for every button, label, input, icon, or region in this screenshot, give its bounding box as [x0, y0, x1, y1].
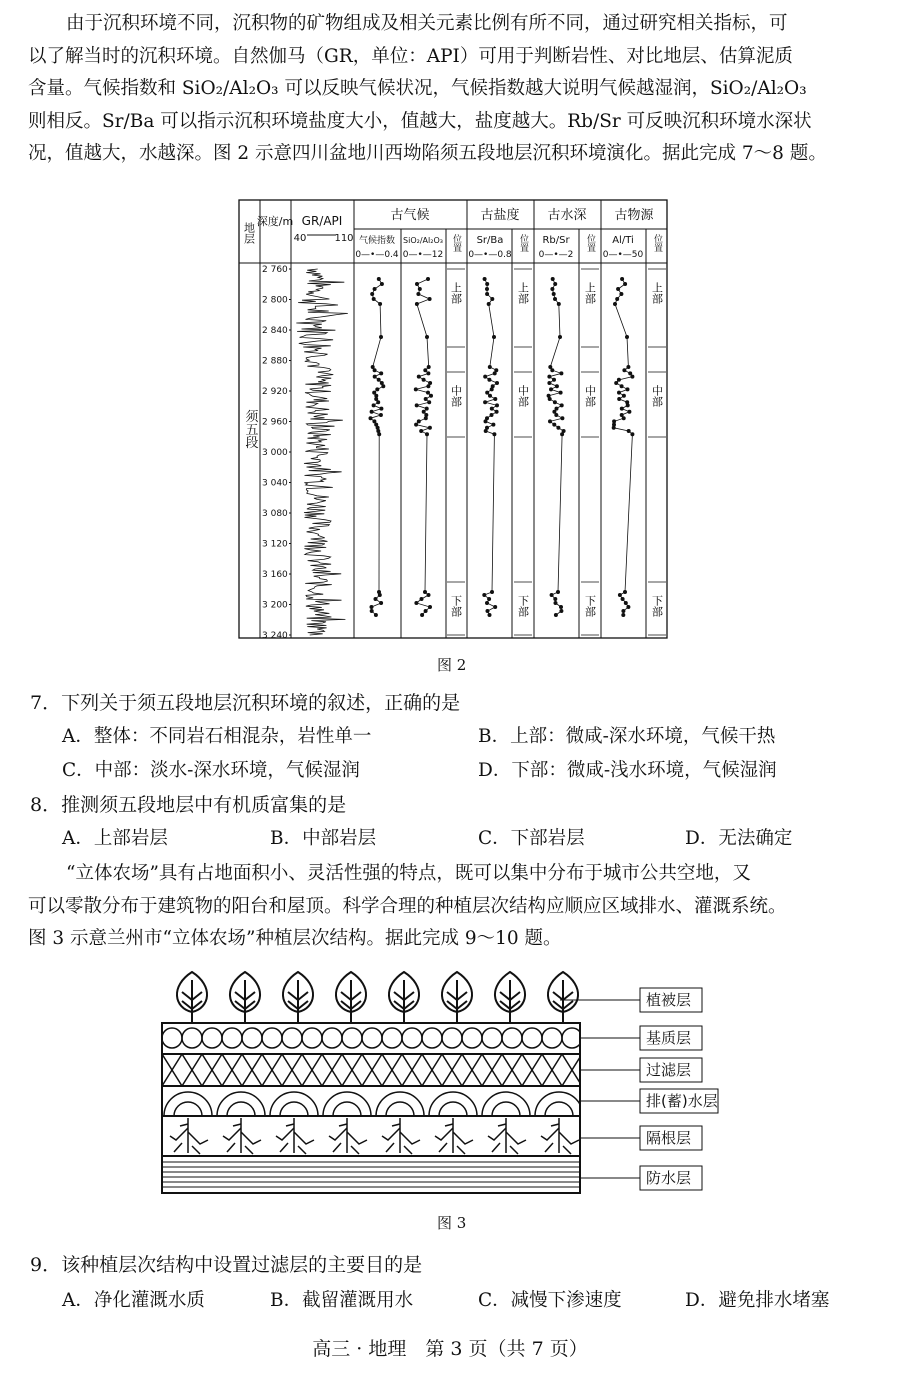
- data-point: [625, 335, 629, 339]
- data-point: [555, 384, 559, 388]
- gr-min-label: 40: [293, 233, 307, 244]
- data-point: [483, 400, 487, 404]
- data-point: [372, 297, 376, 301]
- data-point: [484, 429, 488, 433]
- data-point: [420, 597, 424, 601]
- position-label: 下部: [583, 595, 597, 617]
- data-point: [377, 432, 381, 436]
- position-label: 中部: [650, 385, 664, 407]
- data-point: [419, 429, 423, 433]
- data-point: [426, 391, 430, 395]
- data-point: [626, 605, 630, 609]
- data-point: [619, 292, 623, 296]
- data-point: [551, 277, 555, 281]
- leaf-icon: [283, 972, 313, 1023]
- data-point: [488, 365, 492, 369]
- data-point: [613, 302, 617, 306]
- intro2-line: 可以零散分布于建筑物的阳台和屋顶。科学合理的种植层次结构应顺应区域排水、灌溉系统。: [28, 895, 787, 917]
- gr-header: GR/API: [301, 214, 343, 228]
- data-point: [485, 391, 489, 395]
- data-point: [428, 605, 432, 609]
- paleosource-header: 古物源: [614, 208, 654, 223]
- data-point: [623, 282, 627, 286]
- data-point: [381, 384, 385, 388]
- data-point: [548, 419, 552, 423]
- q8-option-a: A．上部岩层: [62, 828, 168, 849]
- data-point: [426, 371, 430, 375]
- data-point: [369, 416, 373, 420]
- position-label: 上部: [516, 282, 530, 304]
- data-point: [554, 413, 558, 417]
- data-point: [414, 387, 418, 391]
- data-point: [490, 413, 494, 417]
- data-point: [627, 429, 631, 433]
- data-point: [552, 292, 556, 296]
- data-point: [379, 335, 383, 339]
- data-point: [495, 410, 499, 414]
- position-label-2: 位置: [518, 234, 528, 252]
- indicator-curve: [549, 279, 564, 615]
- data-point: [427, 400, 431, 404]
- data-point: [560, 416, 564, 420]
- intro1-line: 以了解当时的沉积环境。自然伽马（GR，单位：API）可用于判断岩性、对比地层、估算泥质: [28, 45, 793, 67]
- data-point: [560, 432, 564, 436]
- data-point: [620, 277, 624, 281]
- paleosalinity-header: 古盐度: [480, 208, 520, 223]
- position-label: 中部: [449, 385, 463, 407]
- data-point: [377, 277, 381, 281]
- data-point: [547, 381, 551, 385]
- climate-index-label: 气候指数: [358, 236, 396, 246]
- depth-tick-label: 2 920: [262, 387, 288, 397]
- data-point: [614, 381, 618, 385]
- data-point: [617, 378, 621, 382]
- layer-label: 过滤层: [646, 1061, 692, 1079]
- data-point: [414, 423, 418, 427]
- data-point: [379, 601, 383, 605]
- intro-paragraph-1: [28, 8, 876, 171]
- data-point: [553, 297, 557, 301]
- indicator-curve: [371, 279, 384, 615]
- position-label: 下部: [449, 595, 463, 617]
- data-point: [495, 381, 499, 385]
- data-point: [415, 403, 419, 407]
- data-point: [374, 597, 378, 601]
- position-label: 上部: [449, 282, 463, 304]
- leaf-icon: [177, 972, 207, 1023]
- indicator-curve: [484, 279, 497, 615]
- data-point: [495, 403, 499, 407]
- data-point: [615, 297, 619, 301]
- data-point: [378, 302, 382, 306]
- data-point: [379, 407, 383, 411]
- data-point: [424, 397, 428, 401]
- data-point: [427, 365, 431, 369]
- data-point: [492, 335, 496, 339]
- data-point: [484, 419, 488, 423]
- data-point: [483, 375, 487, 379]
- data-point: [616, 287, 620, 291]
- data-point: [424, 609, 428, 613]
- data-point: [482, 593, 486, 597]
- figure-3-diagram: [160, 968, 750, 1198]
- data-point: [488, 613, 492, 617]
- data-point: [490, 590, 494, 594]
- data-point: [415, 282, 419, 286]
- q7-option-a: A．整体：不同岩石相混杂，岩性单一: [62, 726, 372, 747]
- data-point: [559, 371, 563, 375]
- depth-tick-label: 3 080: [262, 509, 288, 519]
- q7-option-d: D．下部：微咸-浅水环境，气候湿润: [478, 760, 777, 781]
- data-point: [378, 593, 382, 597]
- data-point: [423, 590, 427, 594]
- leaf-icon: [495, 972, 525, 1023]
- data-point: [548, 397, 552, 401]
- data-point: [370, 609, 374, 613]
- gr-curve: [296, 269, 348, 635]
- data-point: [379, 371, 383, 375]
- data-point: [380, 282, 384, 286]
- q9-option-d: D．避免排水堵塞: [685, 1290, 830, 1311]
- data-point: [427, 593, 431, 597]
- data-point: [549, 387, 553, 391]
- depth-tick-label: 3 160: [262, 570, 288, 580]
- page-footer: 高三 · 地理 第 3 页（共 7 页）: [312, 1338, 588, 1360]
- depth-tick-label: 3 200: [262, 600, 288, 611]
- data-point: [426, 384, 430, 388]
- position-label: 中部: [516, 385, 530, 407]
- data-point: [488, 394, 492, 398]
- leaf-icon: [389, 972, 419, 1023]
- data-point: [375, 387, 379, 391]
- data-point: [617, 397, 621, 401]
- position-label: 下部: [516, 595, 530, 617]
- data-point: [425, 407, 429, 411]
- depth-tick-label: 2 800: [262, 295, 288, 306]
- data-point: [483, 277, 487, 281]
- al-ti-label: Al/Ti: [612, 235, 634, 246]
- data-point: [627, 410, 631, 414]
- data-point: [485, 601, 489, 605]
- layer-label: 防水层: [646, 1169, 692, 1187]
- indicator-curve: [416, 279, 431, 615]
- layer-label: 基质层: [646, 1029, 692, 1047]
- data-point: [626, 403, 630, 407]
- sio2-range: 0—•—12: [402, 250, 444, 260]
- stratum-header: 地层: [242, 222, 256, 244]
- data-point: [621, 597, 625, 601]
- data-point: [485, 287, 489, 291]
- al-ti-range: 0—•—50: [602, 250, 644, 260]
- q9-stem: 9．该种植层次结构中设置过滤层的主要目的是: [30, 1254, 423, 1276]
- depth-tick-label: 3 040: [262, 478, 288, 489]
- data-point: [617, 391, 621, 395]
- intro-paragraph-2: [28, 858, 876, 956]
- data-point: [417, 375, 421, 379]
- intro1-line: 况，值越大，水越深。图 2 示意四川盆地川西坳陷须五段地层沉积环境演化。据此完成 7～8 题。: [28, 143, 827, 164]
- rb-sr-label: Rb/Sr: [542, 235, 570, 246]
- figure-3-caption: 图 3: [437, 1214, 467, 1232]
- data-point: [493, 605, 497, 609]
- data-point: [491, 423, 495, 427]
- intro2-line: “立体农场”具有占地面积小、灵活性强的特点，既可以集中分布于城市公共空地，又: [66, 863, 751, 884]
- data-point: [559, 609, 563, 613]
- intro1-line: 含量。气候指数和 SiO₂/Al₂O₃ 可以反映气候状况，气候指数越大说明气候越湿润，SiO₂/Al₂O₃: [28, 78, 807, 99]
- data-point: [490, 387, 494, 391]
- data-point: [630, 375, 634, 379]
- data-point: [630, 432, 634, 436]
- depth-header: 深度/m: [256, 215, 294, 228]
- data-point: [620, 384, 624, 388]
- data-point: [493, 397, 497, 401]
- data-point: [559, 605, 563, 609]
- figure-2-caption: 图 2: [437, 656, 467, 674]
- data-point: [618, 593, 622, 597]
- data-point: [550, 368, 554, 372]
- data-point: [493, 371, 497, 375]
- position-label: 上部: [650, 282, 664, 304]
- paleoclimate-header: 古气候: [390, 208, 430, 223]
- data-point: [486, 609, 490, 613]
- figure-2-chart: [236, 197, 670, 642]
- data-point: [372, 403, 376, 407]
- depth-tick-label: 2 880: [262, 356, 288, 367]
- depth-tick-label: 2 840: [262, 326, 288, 336]
- data-point: [374, 613, 378, 617]
- data-point: [370, 605, 374, 609]
- data-point: [558, 335, 562, 339]
- layer-label: 植被层: [646, 991, 692, 1009]
- data-point: [423, 368, 427, 372]
- data-point: [485, 282, 489, 286]
- leaf-icon: [548, 972, 578, 1023]
- data-point: [554, 601, 558, 605]
- data-point: [490, 297, 494, 301]
- data-point: [370, 410, 374, 414]
- sio2-label: SiO₂/Al₂O₃: [403, 236, 443, 245]
- data-point: [417, 419, 421, 423]
- depth-tick-label: 2 760: [262, 265, 288, 275]
- sr-ba-range: 0—•—0.8: [468, 250, 512, 260]
- position-label-4: 位置: [652, 234, 662, 252]
- climate-index-range: 0—•—0.4: [355, 250, 399, 260]
- data-point: [373, 368, 377, 372]
- q7-stem: 7．下列关于须五段地层沉积环境的叙述，正确的是: [30, 692, 461, 714]
- data-point: [550, 593, 554, 597]
- data-point: [426, 277, 430, 281]
- intro2-line: 图 3 示意兰州市“立体农场”种植层次结构。据此完成 9～10 题。: [28, 928, 562, 949]
- position-label: 上部: [583, 282, 597, 304]
- data-point: [553, 400, 557, 404]
- data-point: [550, 287, 554, 291]
- data-point: [622, 416, 626, 420]
- data-point: [612, 426, 616, 430]
- data-point: [553, 282, 557, 286]
- position-label-1: 位置: [451, 234, 461, 252]
- leaf-icon: [442, 972, 472, 1023]
- data-point: [420, 613, 424, 617]
- data-point: [429, 394, 433, 398]
- data-point: [490, 407, 494, 411]
- position-label: 中部: [583, 385, 597, 407]
- data-point: [492, 432, 496, 436]
- q8-stem: 8．推测须五段地层中有机质富集的是: [30, 794, 347, 816]
- data-point: [556, 426, 560, 430]
- data-point: [487, 597, 491, 601]
- data-point: [428, 426, 432, 430]
- data-point: [552, 378, 556, 382]
- depth-tick-label: 2 960: [262, 417, 288, 428]
- rb-sr-range: 0—•—2: [538, 250, 574, 260]
- data-point: [422, 410, 426, 414]
- q8-option-b: B．中部岩层: [270, 828, 377, 849]
- layer-label: 隔根层: [646, 1129, 692, 1147]
- data-point: [416, 292, 420, 296]
- data-point: [377, 378, 381, 382]
- data-point: [487, 302, 491, 306]
- gr-max-label: 110: [334, 233, 354, 244]
- data-point: [424, 416, 428, 420]
- q9-option-b: B．截留灌溉用水: [270, 1290, 414, 1311]
- data-point: [379, 413, 383, 417]
- data-point: [485, 292, 489, 296]
- data-point: [556, 590, 560, 594]
- data-point: [414, 601, 418, 605]
- data-point: [370, 292, 374, 296]
- data-point: [621, 609, 625, 613]
- data-point: [626, 365, 630, 369]
- data-point: [626, 387, 630, 391]
- data-point: [418, 287, 422, 291]
- data-point: [547, 375, 551, 379]
- data-point: [425, 335, 429, 339]
- data-point: [559, 391, 563, 395]
- data-point: [415, 302, 419, 306]
- data-point: [553, 597, 557, 601]
- intro1-line: 由于沉积环境不同，沉积物的矿物组成及相关元素比例有所不同，通过研究相关指标，可: [66, 13, 788, 34]
- position-label-3: 位置: [585, 234, 595, 252]
- intro1-line: 则相反。Sr/Ba 可以指示沉积环境盐度大小，值越大，盐度越大。Rb/Sr 可反映沉积环境水深状: [28, 110, 812, 132]
- depth-tick-label: 3 240: [262, 631, 288, 641]
- position-label: 下部: [650, 595, 664, 617]
- q7-option-b: B．上部：微咸-深水环境，气候干热: [478, 726, 776, 747]
- layer-label: 排(蓄)水层: [646, 1092, 718, 1110]
- data-point: [428, 297, 432, 301]
- data-point: [422, 378, 426, 382]
- sr-ba-label: Sr/Ba: [476, 235, 504, 246]
- data-point: [557, 302, 561, 306]
- data-point: [620, 407, 624, 411]
- data-point: [560, 403, 564, 407]
- q9-option-c: C．减慢下渗速度: [478, 1290, 622, 1311]
- stratum-name: 须五段: [242, 409, 258, 449]
- data-point: [621, 613, 625, 617]
- depth-tick-label: 3 000: [262, 448, 288, 458]
- q8-option-c: C．下部岩层: [478, 828, 585, 849]
- leaf-icon: [230, 972, 260, 1023]
- paleodepth-header: 古水深: [547, 208, 587, 223]
- q8-option-d: D．无法确定: [685, 828, 793, 849]
- data-point: [622, 394, 626, 398]
- leaf-icon: [336, 972, 366, 1023]
- data-point: [376, 400, 380, 404]
- indicator-curve: [614, 279, 633, 615]
- data-point: [622, 368, 626, 372]
- data-point: [552, 423, 556, 427]
- data-point: [554, 613, 558, 617]
- depth-tick-label: 3 120: [262, 539, 288, 550]
- data-point: [487, 378, 491, 382]
- q7-option-c: C．中部：淡水-深水环境，气候湿润: [62, 760, 360, 781]
- data-point: [623, 590, 627, 594]
- data-point: [624, 601, 628, 605]
- q9-option-a: A．净化灌溉水质: [62, 1290, 205, 1311]
- data-point: [425, 432, 429, 436]
- data-point: [373, 375, 377, 379]
- data-point: [373, 287, 377, 291]
